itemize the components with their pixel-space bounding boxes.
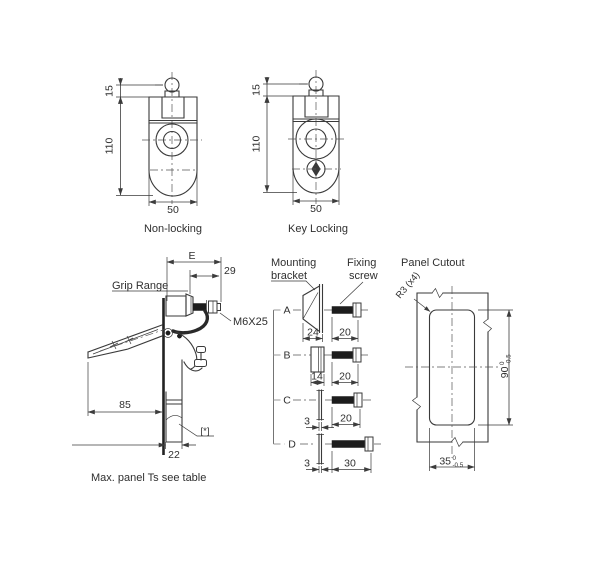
variant-row-b [274, 347, 369, 386]
dim-grip-var: E [188, 250, 196, 262]
latch-body-outline [149, 97, 197, 196]
bracket-dim: 3 [304, 457, 310, 470]
fixing-screw [332, 397, 354, 404]
side-view-caption: Max. panel Ts see table [91, 472, 207, 484]
dim-pin-height: 15 [103, 85, 116, 97]
non-locking-caption: Non-locking [143, 223, 203, 235]
side-view [72, 250, 268, 484]
footnote-marker: [*] [200, 426, 210, 437]
dim-body-height: 110 [250, 135, 263, 153]
dim-cutout-width-value: 35 [439, 455, 451, 468]
screw-label-line1: Fixing [347, 257, 377, 269]
screw-label-line2: screw [349, 270, 378, 282]
key-locking-caption: Key Locking [288, 223, 348, 235]
dim-handle-length: 85 [119, 399, 131, 411]
dim-cutout-width [439, 455, 463, 469]
non-locking-view [104, 72, 203, 235]
fixing-screw [332, 307, 353, 314]
variant-id: A [283, 304, 291, 317]
screw-spec-label: M6X25 [233, 316, 268, 328]
screw-dim: 20 [340, 412, 352, 425]
variant-row-d [274, 434, 382, 473]
panel-cutout-title: Panel Cutout [401, 257, 465, 269]
hardware-variants [271, 257, 381, 473]
dim-bracket-screw: 29 [224, 265, 236, 277]
key-locking-view [251, 70, 348, 235]
variant-id: C [283, 394, 291, 407]
dim-body-width-side: 22 [168, 449, 180, 461]
bracket-label-line1: Mounting [271, 257, 317, 269]
screw-dim: 20 [339, 326, 351, 339]
dim-body-width: 50 [310, 203, 322, 215]
dim-body-width: 50 [167, 204, 179, 216]
handle [88, 325, 166, 358]
dim-cutout-height-value: 90 [499, 366, 511, 379]
latch-mechanism [164, 329, 207, 371]
bracket-label-line2: bracket [271, 270, 308, 282]
screw-dim: 20 [339, 370, 351, 383]
variant-id: B [283, 349, 291, 362]
grip-range-label: Grip Range [112, 280, 169, 292]
variant-row-a [274, 285, 369, 343]
corner-radius-note: R3 (x4) [393, 269, 423, 301]
fixing-screw [332, 352, 353, 359]
dim-cutout-height [499, 354, 513, 378]
fixing-screw-shank [193, 304, 206, 311]
dim-body-height: 110 [103, 137, 116, 155]
dim-cutout-height-tol-lower: -0.5 [505, 354, 513, 365]
dim-cutout-width-tol-lower: -0.5 [452, 462, 464, 469]
latch-tongue [166, 360, 182, 442]
bracket-dim: 3 [304, 415, 310, 428]
panel-cutout-view [394, 257, 513, 471]
fixing-screw [332, 441, 365, 448]
bracket-dim: 14 [311, 370, 323, 383]
variant-id: D [288, 438, 296, 451]
screw-dim: 30 [344, 457, 356, 470]
dim-cutout-height-tol-upper: 0 [499, 361, 506, 365]
variant-row-c [274, 390, 374, 431]
dim-pin-height: 15 [250, 84, 263, 96]
latch-housing [166, 296, 186, 316]
mounting-bracket-side [186, 294, 193, 316]
dim-cutout-width-tol-upper: 0 [452, 455, 456, 462]
bracket-dim: 24 [307, 326, 319, 339]
